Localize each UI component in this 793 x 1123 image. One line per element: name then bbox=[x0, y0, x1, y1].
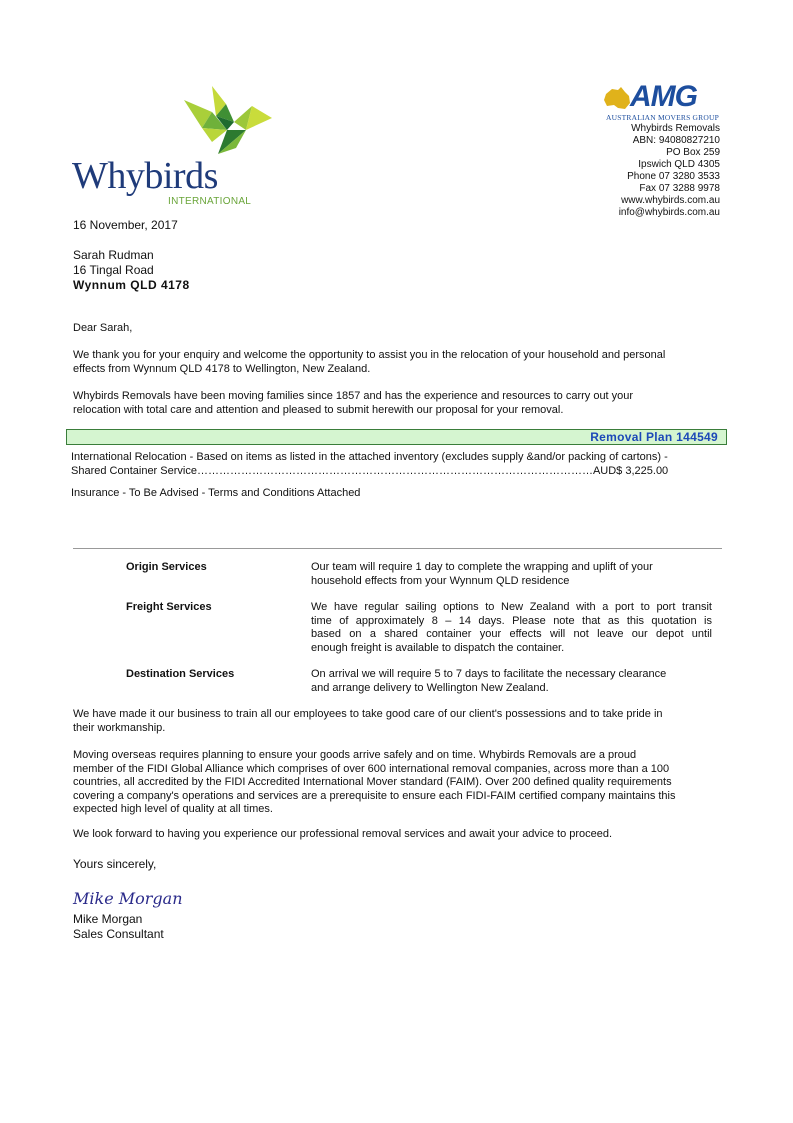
paragraph-line: their workmanship. bbox=[73, 721, 166, 734]
letter-date: 16 November, 2017 bbox=[73, 218, 178, 232]
brand-subtitle: INTERNATIONAL bbox=[168, 196, 252, 207]
whybirds-logo bbox=[72, 82, 282, 208]
amg-logo bbox=[602, 80, 722, 124]
company-city: Ipswich QLD 4305 bbox=[638, 159, 720, 170]
origami-bird-icon bbox=[172, 82, 282, 162]
company-phone: Phone 07 3280 3533 bbox=[627, 171, 720, 182]
intro-paragraph bbox=[73, 349, 665, 376]
paragraph-line: covering a company's operations and services are a prerequisite to ensure each FIDI-FAIM certified company maintains this bbox=[73, 789, 676, 802]
divider bbox=[73, 548, 722, 549]
closing-paragraph: We look forward to having you experience our professional removal services and await your advice to proceed. bbox=[73, 828, 613, 840]
paragraph-line: Moving overseas requires planning to ensure your goods arrive safely and on time. Whybirds Removals are a proud bbox=[73, 749, 637, 761]
recipient-city: Wynnum QLD 4178 bbox=[73, 278, 190, 292]
service-line: We have regular sailing options to New Zealand with a port to port transit bbox=[311, 601, 712, 613]
company-abn: ABN: 94080827210 bbox=[632, 135, 720, 146]
company-name: Whybirds Removals bbox=[631, 123, 720, 134]
signature: Mike Morgan bbox=[73, 889, 183, 908]
service-line: On arrival we will require 5 to 7 days to facilitate the necessary clearance bbox=[311, 668, 667, 680]
amg-subtitle: AUSTRALIAN MOVERS GROUP bbox=[606, 113, 719, 122]
australia-map-icon bbox=[602, 86, 632, 112]
company-website[interactable]: www.whybirds.com.au bbox=[621, 195, 720, 206]
company-email[interactable]: info@whybirds.com.au bbox=[618, 207, 720, 218]
signer-title: Sales Consultant bbox=[73, 927, 164, 941]
service-line: household effects from your Wynnum QLD residence bbox=[311, 574, 570, 587]
amg-wordmark: AMG bbox=[630, 80, 697, 113]
plan-item bbox=[71, 451, 668, 478]
paragraph-line: member of the FIDI Global Alliance which comprises of over 600 international removal companies, across more than a 100 bbox=[73, 762, 670, 775]
signoff: Yours sincerely, bbox=[73, 857, 157, 871]
service-line: time of approximately 8 – 14 days. Please note that as this quotation is bbox=[311, 614, 712, 627]
destination-services-label: Destination Services bbox=[126, 668, 235, 680]
paragraph-line: relocation with total care and attention and pleased to submit herewith our proposal for your removal. bbox=[73, 403, 564, 416]
fidi-paragraph bbox=[73, 749, 676, 817]
history-paragraph bbox=[73, 390, 633, 417]
salutation: Dear Sarah, bbox=[73, 322, 133, 334]
plan-item-price-line: Shared Container Service………………………………………………………………………………………………AUD$ 3,225.00 bbox=[71, 464, 669, 477]
destination-services-text bbox=[311, 668, 712, 695]
paragraph-line: We have made it our business to train all our employees to take good care of our client's possessions and to take pride in bbox=[73, 708, 663, 720]
recipient-name: Sarah Rudman bbox=[73, 248, 154, 262]
paragraph-line: effects from Wynnum QLD 4178 to Wellington, New Zealand. bbox=[73, 362, 371, 375]
origin-services-text bbox=[311, 561, 712, 588]
freight-services-text bbox=[311, 601, 712, 655]
company-pobox: PO Box 259 bbox=[666, 147, 720, 158]
service-line: Our team will require 1 day to complete the wrapping and uplift of your bbox=[311, 561, 653, 573]
removal-plan-label: Removal Plan 144549 bbox=[590, 430, 718, 444]
training-paragraph bbox=[73, 708, 663, 735]
freight-services-label: Freight Services bbox=[126, 601, 212, 613]
plan-item-line: International Relocation - Based on items as listed in the attached inventory (excludes supply &and/or packing of cartons) - bbox=[71, 451, 668, 463]
company-contact bbox=[619, 123, 720, 219]
origin-services-label: Origin Services bbox=[126, 561, 207, 573]
paragraph-line: Whybirds Removals have been moving families since 1857 and has the experience and resources to carry out your bbox=[73, 390, 634, 402]
insurance-note: Insurance - To Be Advised - Terms and Conditions Attached bbox=[71, 487, 361, 499]
brand-name: Whybirds bbox=[72, 155, 218, 197]
paragraph-line: We thank you for your enquiry and welcome the opportunity to assist you in the relocation of your household and personal bbox=[73, 349, 666, 361]
company-fax: Fax 07 3288 9978 bbox=[639, 183, 720, 194]
paragraph-line: countries, all accredited by the FIDI Accredited International Mover standard (FAIM). Over 200 defined quality requirements bbox=[73, 776, 672, 788]
signer-name: Mike Morgan bbox=[73, 912, 143, 926]
recipient-street: 16 Tingal Road bbox=[73, 263, 154, 277]
service-line: enough freight is available to dispatch the container. bbox=[311, 641, 565, 654]
removal-plan-bar bbox=[66, 429, 727, 445]
service-line: and arrange delivery to Wellington New Zealand. bbox=[311, 681, 549, 694]
paragraph-line: expected high level of quality at all times. bbox=[73, 803, 273, 815]
service-line: based on a shared container your effects will not leave our depot until bbox=[311, 628, 712, 640]
